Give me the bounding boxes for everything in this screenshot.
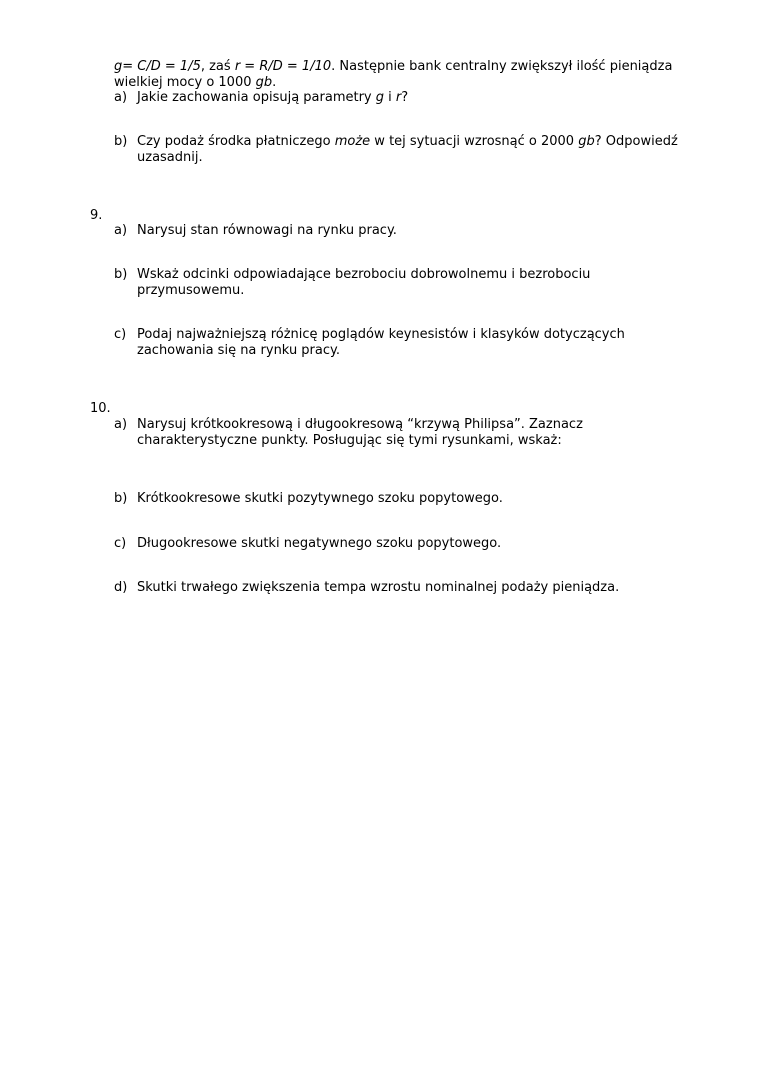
item-text: Wskaż odcinki odpowiadające bezrobociu dobrowolnemu i bezrobociu przymusowemu. xyxy=(137,267,591,298)
item-label: c) xyxy=(114,536,127,551)
item-text: Czy podaż środka płatniczego może w tej sytuacji wzrosnąć o 2000 gb? Odpowiedź uzasadnij. xyxy=(137,134,678,165)
var-g: g xyxy=(375,90,385,105)
question-9-number: 9. xyxy=(90,208,103,223)
item-text: Długookresowe skutki negatywnego szoku popytowego. xyxy=(137,536,502,551)
unit-gb: gb xyxy=(255,75,273,90)
q10-item-b xyxy=(114,491,684,507)
q10-item-d xyxy=(114,580,684,596)
q8-item-a xyxy=(114,90,684,106)
val-r: R/D = 1/10 xyxy=(259,59,332,74)
q9-item-a xyxy=(114,223,684,239)
question-8-intro xyxy=(114,59,684,91)
emphasis: może xyxy=(334,134,371,149)
question-10-number: 10. xyxy=(90,401,111,416)
item-text: Skutki trwałego zwiększenia tempa wzrostu nominalnej podaży pieniądza. xyxy=(137,580,620,595)
eq-r: = xyxy=(240,59,260,74)
item-text: Krótkookresowe skutki pozytywnego szoku popytowego. xyxy=(137,491,503,506)
intro-end: . xyxy=(272,75,277,90)
var-g: g xyxy=(114,59,123,74)
eq-g: = xyxy=(122,59,138,74)
item-text: Narysuj stan równowagi na rynku pracy. xyxy=(137,223,397,238)
q10-item-a xyxy=(114,417,684,449)
item-label: a) xyxy=(114,90,128,105)
sep: , zaś xyxy=(200,59,235,74)
item-text: Narysuj krótkookresową i długookresową “krzywą Philipsa”. Zaznacz charakterystyczne punkty. Posługując się tymi rysunkami, wskaż: xyxy=(137,417,583,448)
q10-item-c xyxy=(114,536,684,552)
q9-item-b xyxy=(114,267,684,299)
var-r: r xyxy=(234,59,241,74)
item-text: Podaj najważniejszą różnicę poglądów keynesistów i klasyków dotyczących zachowania się na rynku pracy. xyxy=(137,327,625,358)
item-label: c) xyxy=(114,327,127,342)
unit-gb: gb xyxy=(578,134,595,149)
item-label: b) xyxy=(114,267,128,282)
intro-text: . Następnie bank centralny zwiększył ilość pieniądza wielkiej mocy o 1000 xyxy=(114,59,673,90)
q9-item-c xyxy=(114,327,684,359)
item-label: a) xyxy=(114,223,128,238)
item-label: d) xyxy=(114,580,128,595)
item-label: b) xyxy=(114,491,128,506)
val-g: C/D = 1/5 xyxy=(137,59,201,74)
var-r: r xyxy=(395,90,402,105)
item-label: a) xyxy=(114,417,128,432)
item-text: Jakie zachowania opisują parametry g i r? xyxy=(137,90,409,105)
item-label: b) xyxy=(114,134,128,149)
q8-item-b xyxy=(114,134,684,166)
